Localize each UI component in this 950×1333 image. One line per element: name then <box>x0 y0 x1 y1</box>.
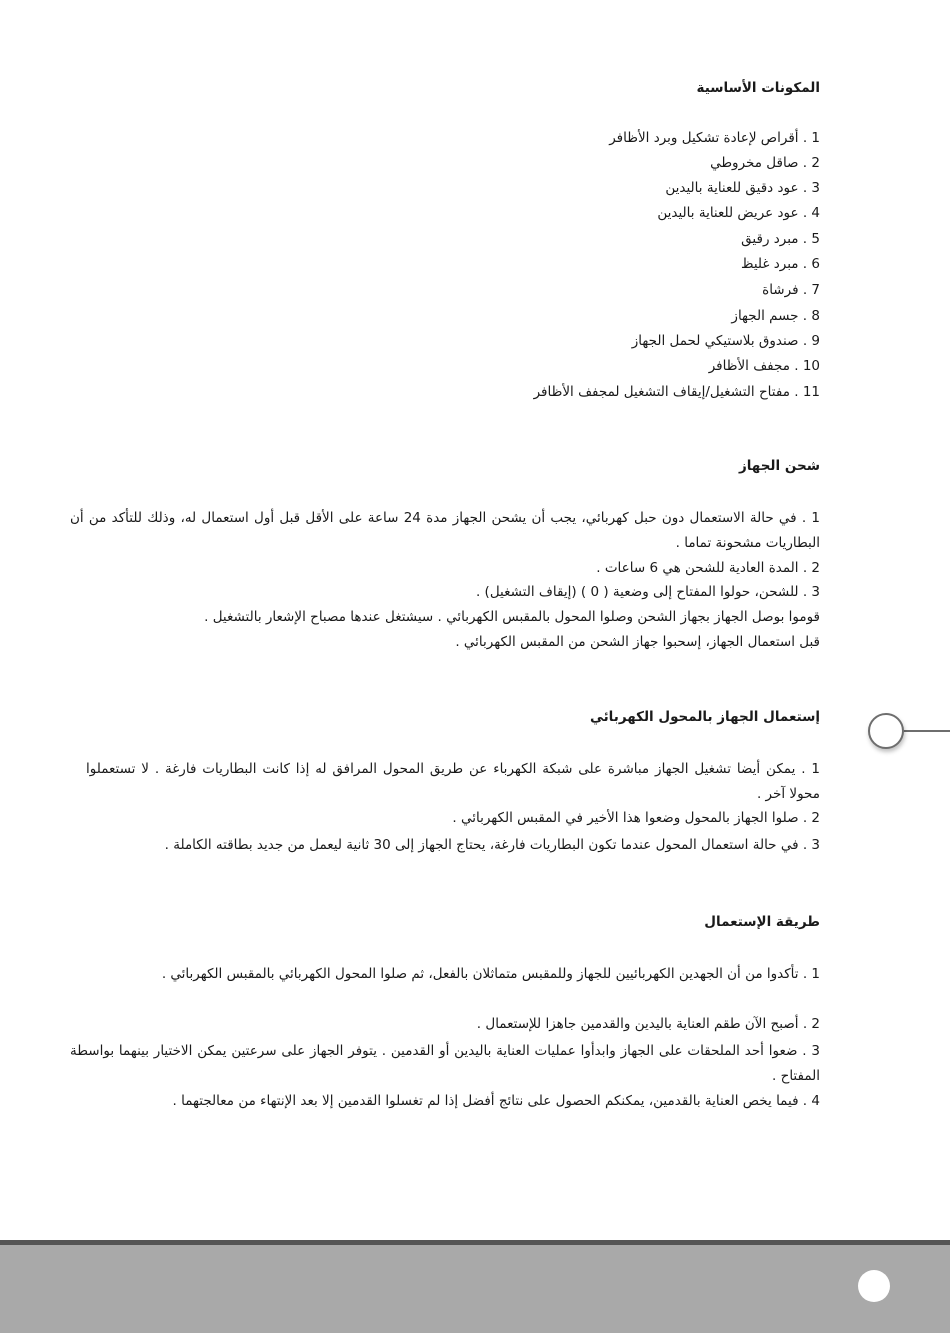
charging-item-2: 2 . المدة العادية للشحن هي 6 ساعات . <box>596 560 820 576</box>
usage-item-3: 3 . ضعوا أحد الملحقات على الجهاز وابدأوا عمليات العناية باليدين أو القدمين . يتوفر الجهاز على سرعتين يمكن الاختيار بينهما بواسطة المفتاح . <box>70 1043 820 1084</box>
component-item-2: 2 . صاقل مخروطي <box>710 155 820 171</box>
component-item-9: 9 . صندوق بلاستيكي لحمل الجهاز <box>631 333 820 349</box>
charging-note-unplug: قبل استعمال الجهاز، إسحبوا جهاز الشحن من المقبس الكهربائي . <box>455 634 820 650</box>
component-item-5: 5 . مبرد رقيق <box>741 231 820 247</box>
side-marker-circle <box>868 713 904 749</box>
component-item-1: 1 . أقراص لإعادة تشكيل وبرد الأظافر <box>609 130 820 146</box>
adapter-item-2: 2 . صلوا الجهاز بالمحول وضعوا هذا الأخير في المقبس الكهربائي . <box>452 810 820 826</box>
charging-note-connect: قوموا بوصل الجهاز بجهاز الشحن وصلوا المحول بالمقبس الكهربائي . سيشتغل عندها مصباح الإشعار بالتشغيل . <box>204 609 820 625</box>
component-item-7: 7 . فرشاة <box>762 282 820 298</box>
component-item-4: 4 . عود عريض للعناية باليدين <box>657 205 820 221</box>
section-heading-components: المكونات الأساسية <box>696 80 820 96</box>
page-footer-band <box>0 1240 950 1333</box>
section-heading-charging: شحن الجهاز <box>738 458 820 474</box>
component-item-11: 11 . مفتاح التشغيل/إيقاف التشغيل لمجفف الأظافر <box>533 384 820 400</box>
component-item-6: 6 . مبرد غليظ <box>741 256 820 272</box>
section-heading-adapter: إستعمال الجهاز بالمحول الكهربائي <box>589 709 820 725</box>
section-heading-usage: طريقة الإستعمال <box>704 914 820 930</box>
component-item-10: 10 . مجفف الأظافر <box>708 358 820 374</box>
component-item-3: 3 . عود دقيق للعناية باليدين <box>665 180 820 196</box>
component-item-8: 8 . جسم الجهاز <box>731 308 820 324</box>
charging-item-3: 3 . للشحن، حولوا المفتاح إلى وضعية ( 0 ) (إيقاف التشغيل) . <box>475 584 820 600</box>
usage-item-1: 1 . تأكدوا من أن الجهدين الكهربائيين للجهاز وللمقبس متماثلان بالفعل، ثم صلوا المحول الكهربائي بالمقبس الكهربائي . <box>161 966 820 982</box>
charging-item-1: 1 . في حالة الاستعمال دون حبل كهربائي، يجب أن يشحن الجهاز مدة 24 ساعة على الأقل قبل أول استعمال له، وذلك للتأكد من أن البطاريات مشحونة تماما . <box>70 510 820 551</box>
adapter-item-3: 3 . في حالة استعمال المحول عندما تكون البطاريات فارغة، يحتاج الجهاز إلى 30 ثانية ليعمل من جديد بطاقته الكاملة . <box>164 837 820 853</box>
usage-item-4: 4 . فيما يخص العناية بالقدمين، يمكنكم الحصول على نتائج أفضل إذا لم تغسلوا القدمين إلا بعد الإنتهاء من معالجتهما . <box>172 1093 820 1109</box>
usage-item-2: 2 . أصبح الآن طقم العناية باليدين والقدمين جاهزا للإستعمال . <box>476 1016 820 1032</box>
side-marker-line <box>904 730 950 732</box>
adapter-item-1: 1 . يمكن أيضا تشغيل الجهاز مباشرة على شبكة الكهرباء عن طريق المحول المرافق له إذا كانت البطاريات فارغة . لا تستعملوا محولا آخر . <box>86 761 820 802</box>
page-number-dot <box>858 1270 890 1302</box>
